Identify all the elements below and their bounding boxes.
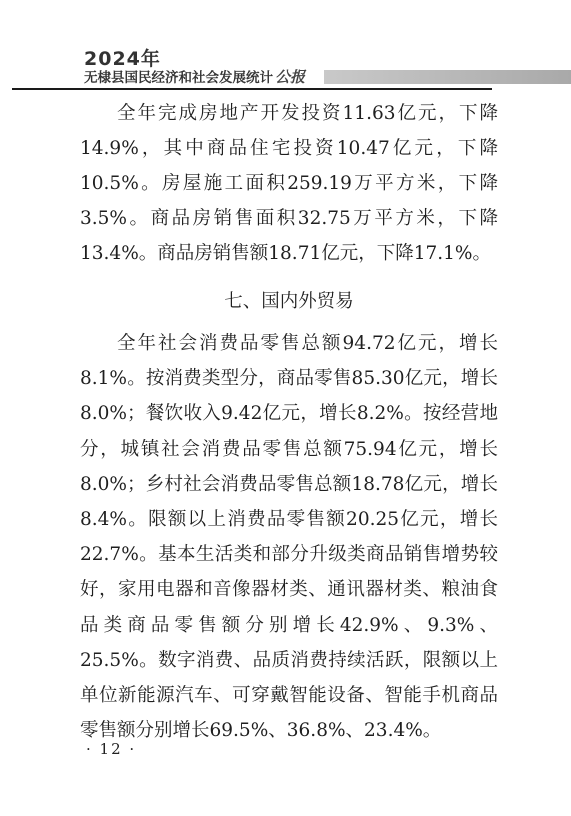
report-year: 2024年 (84, 48, 161, 70)
report-title-script: 公报 (275, 67, 306, 86)
header-decor-bar (324, 70, 571, 84)
report-title-row (84, 66, 305, 86)
body-section-1 (80, 96, 498, 271)
section-heading: 七、国内外贸易 (224, 291, 354, 312)
page-header (0, 0, 571, 92)
paragraph-real-estate: 全年完成房地产开发投资11.63亿元，下降14.9%，其中商品住宅投资10.47亿元，下降10.5%。房屋施工面积259.19万平方米，下降3.5%。商品房销售面积32.75万平方米，下降13.4%。商品房销售额18.71亿元，下降17.1%。 (80, 103, 498, 264)
report-title: 无棣县国民经济和社会发展统计 (84, 70, 273, 86)
paragraph-trade: 全年社会消费品零售总额94.72亿元，增长8.1%。按消费类型分，商品零售85.30亿元，增长8.0%；餐饮收入9.42亿元，增长8.2%。按经营地分，城镇社会消费品零售总额75.94亿元，增长8.0%；乡村社会消费品零售总额18.78亿元，增长8.4%。限额以上消费品零售额20.25亿元，增长22.7%。基本生活类和部分升级类商品销售增势较好，家用电器和音像器材类、通讯器材类、粮油食品类商品零售额分别增长42.9%、9.3%、25.5%。数字消费、品质消费持续活跃，限额以上单位新能源汽车、可穿戴智能设备、智能手机商品零售额分别增长69.5%、36.8%、23.4%。 (80, 333, 498, 742)
header-rule (12, 88, 492, 90)
body-section-2 (80, 326, 498, 748)
page-number: · 12 · (86, 740, 137, 758)
